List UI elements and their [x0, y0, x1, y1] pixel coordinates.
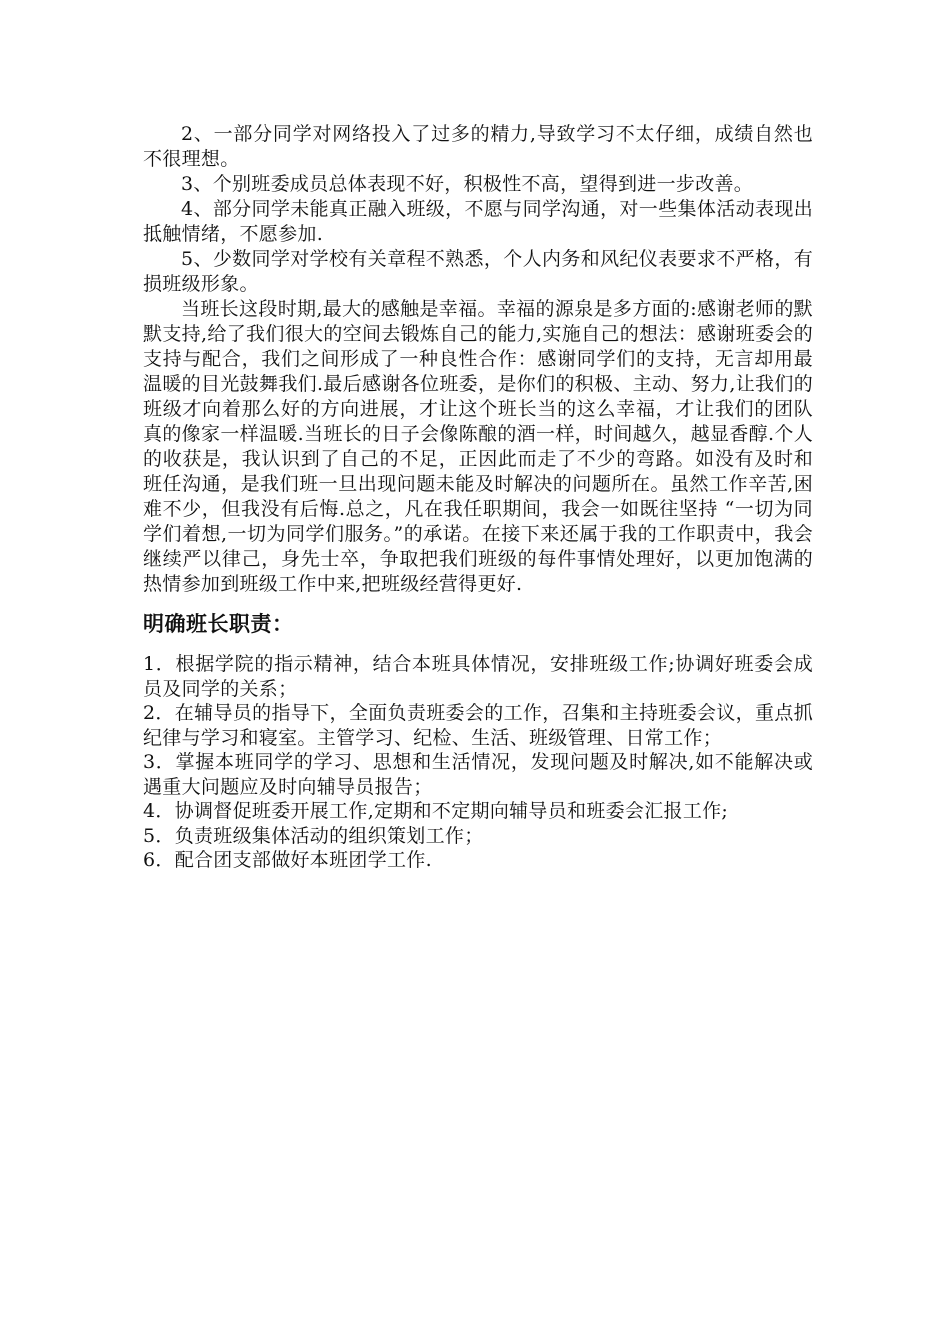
duty-item-6: 6．配合团支部做好本班团学工作. — [143, 849, 432, 871]
duty-item-1: 1．根据学院的指示精神，结合本班具体情况，安排班级工作;协调好班委会成员及同学的关系； — [143, 653, 813, 700]
problem-item-3: 3、个别班委成员总体表现不好，积极性不高，望得到进一步改善。 — [181, 173, 754, 195]
problem-item-2: 2、一部分同学对网络投入了过多的精力,导致学习不太仔细，成绩自然也不很理想。 — [143, 123, 813, 170]
problem-item-4: 4、部分同学未能真正融入班级，不愿与同学沟通，对一些集体活动表现出抵触情绪，不愿参加. — [143, 198, 813, 245]
document-page — [143, 122, 813, 873]
duty-item-2: 2．在辅导员的指导下，全面负责班委会的工作，召集和主持班委会议，重点抓纪律与学习和寝室。主管学习、纪检、生活、班级管理、日常工作； — [143, 702, 813, 749]
duty-item-5: 5．负责班级集体活动的组织策划工作； — [143, 824, 484, 847]
duties-heading: 明确班长职责： — [143, 611, 294, 636]
reflection-paragraph: 当班长这段时期,最大的感触是幸福。幸福的源泉是多方面的:感谢老师的默默支持,给了我们很大的空间去锻炼自己的能力,实施自己的想法：感谢班委会的支持与配合，我们之间形成了一种良性合作：感谢同学们的支持，无言却用最温暖的目光鼓舞我们.最后感谢各位班委，是你们的积极、主动、努力,让我们的班级才向着那么好的方向进展，才让这个班长当的这么幸福，才让我们的团队真的像家一样温暖.当班长的日子会像陈酿的酒一样，时间越久，越显香醇.个人的收获是，我认识到了自己的不足，正因此而走了不少的弯路。如没有及时和班任沟通，是我们班一旦出现问题未能及时解决的问题所在。虽然工作辛苦,困难不少，但我没有后悔.总之，凡在我任职期间，我会一如既往坚持 “一切为同学们着想,一切为同学们服务。”的承诺。在接下来还属于我的工作职责中，我会继续严以律己，身先士卒，争取把我们班级的每件事情处理好，以更加饱满的热情参加到班级工作中来,把班级经营得更好. — [143, 298, 813, 595]
duty-item-4: 4．协调督促班委开展工作,定期和不定期向辅导员和班委会汇报工作; — [143, 800, 729, 822]
problem-item-5: 5、少数同学对学校有关章程不熟悉，个人内务和风纪仪表要求不严格，有损班级形象。 — [143, 248, 813, 295]
duty-item-3: 3．掌握本班同学的学习、思想和生活情况，发现问题及时解决,如不能解决或遇重大问题应及时向辅导员报告； — [143, 751, 813, 798]
